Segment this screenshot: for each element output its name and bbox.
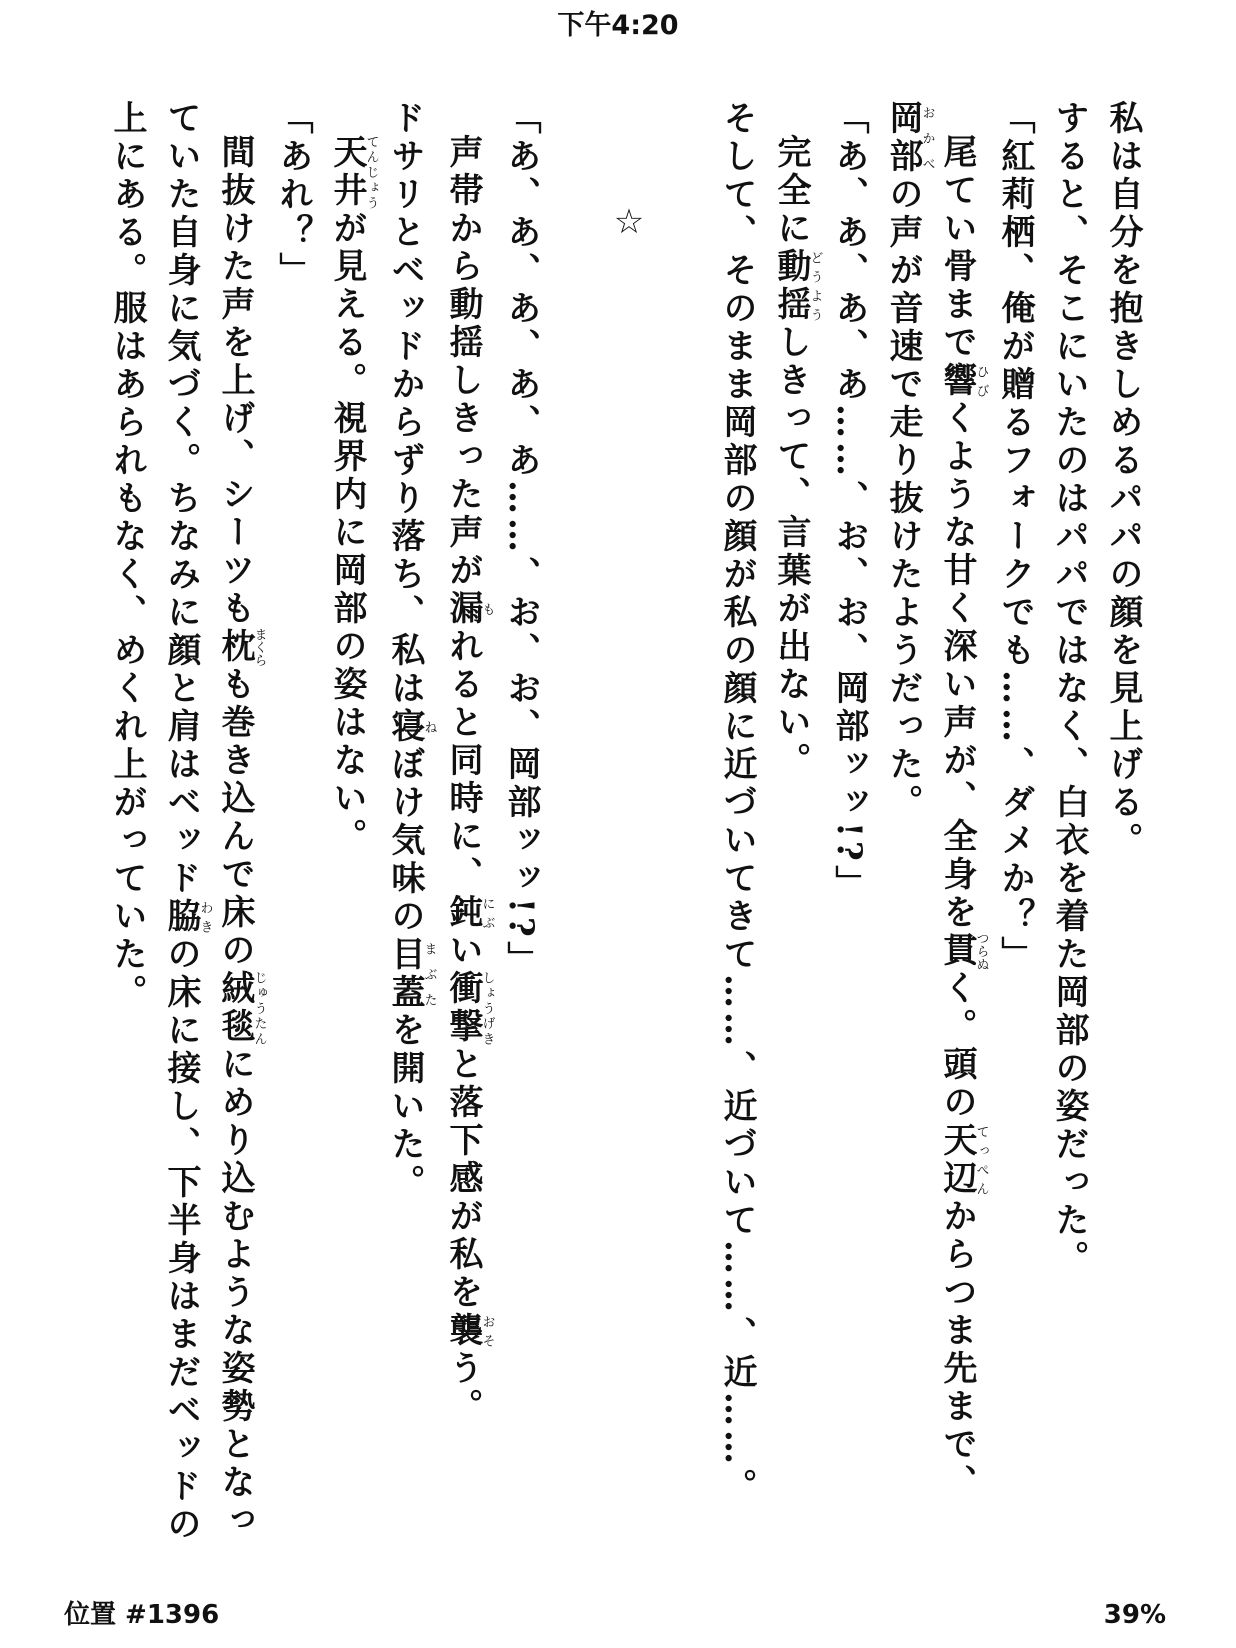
reading-page[interactable] (70, 100, 1150, 1560)
furigana: どうよう (807, 248, 823, 324)
ruby-word: 岡部おかべ (883, 100, 935, 176)
furigana: まぶた (421, 936, 437, 1012)
dialogue-paragraph: 「あれ？」 (273, 100, 313, 290)
dialogue-paragraph: 「あ、あ、あ、あ、あ……、お、お、岡部ッッ!?」 (501, 100, 541, 979)
paragraph: 完全に動揺どうようしきって、言葉が出ない。 (771, 134, 823, 780)
furigana: にぶ (479, 894, 495, 932)
paragraph: 私は自分を抱きしめるパパの顔を見上げる。 (1103, 100, 1143, 860)
furigana: てんじょう (363, 134, 379, 210)
ruby-word: 動揺どうよう (771, 248, 823, 324)
furigana: ね (421, 708, 437, 746)
ruby-word: 貫つらぬ (937, 931, 989, 971)
ruby-word: 衝撃しょうげき (443, 970, 495, 1046)
ruby-word: 脇わき (161, 898, 213, 936)
paragraph: そして、そのまま岡部の顔が私の顔に近づいてきて……、近づいて……、近……。 (717, 100, 757, 1506)
ruby-word: 枕まくら (215, 627, 267, 667)
furigana: おそ (479, 1312, 495, 1350)
furigana: つらぬ (973, 931, 989, 971)
blank-line (548, 100, 602, 1560)
furigana: じゅうたん (251, 970, 267, 1046)
paragraph: すると、そこにいたのはパパではなく、白衣を着た岡部の姿だった。 (1049, 100, 1089, 1278)
paragraph: 間抜けた声を上げ、シーツも枕まくらも巻き込んで床の絨毯じゅうたんにめり込むような姿勢となっていた自身に気づく。ちなみに顔と肩はベッド脇わきの床に接し、下半身はまだベッドの上にある。服はあられもなく、めくれ上がっていた。 (107, 100, 267, 1544)
location-indicator: 位置 #1396 (64, 1600, 220, 1630)
furigana: わき (197, 898, 213, 936)
dialogue-paragraph: 「紅莉栖、俺が贈るフォークでも……、ダメか？」 (995, 100, 1035, 974)
furigana: まくら (251, 627, 267, 667)
blank-line (656, 100, 710, 1560)
furigana: しょうげき (479, 970, 495, 1046)
ruby-word: 目蓋まぶた (385, 936, 437, 1012)
paragraph: 天井てんじょうが見える。視界内に岡部の姿はない。 (327, 134, 379, 856)
ruby-word: 鈍にぶ (443, 894, 495, 932)
progress-percent: 39% (1103, 1600, 1166, 1630)
paragraph: 声帯から動揺しきった声が漏もれると同時に、鈍にぶい衝撃しょうげきと落下感が私を襲おそう。 (443, 134, 495, 1426)
furigana: てっぺん (973, 1122, 989, 1198)
scene-break-star: ☆ (609, 202, 649, 246)
furigana: ひび (973, 362, 989, 400)
ruby-word: 天辺てっぺん (937, 1122, 989, 1198)
furigana: おかべ (919, 100, 935, 176)
ruby-word: 漏も (443, 590, 495, 628)
ruby-word: 絨毯じゅうたん (215, 970, 267, 1046)
ruby-word: 天井てんじょう (327, 134, 379, 210)
paragraph: ドサリとベッドからずり落ち、私は寝ねぼけ気味の目蓋まぶたを開いた。 (385, 100, 437, 1202)
ruby-word: 襲おそ (443, 1312, 495, 1350)
furigana: も (479, 590, 495, 628)
dialogue-paragraph: 「あ、あ、あ、あ……、お、お、岡部ッッ!?」 (829, 100, 869, 903)
ruby-word: 響ひび (937, 362, 989, 400)
paragraph: 尾てい骨まで響ひびくような甘く深い声が、全身を貫つらぬく。頭の天辺てっぺんからつま先まで、岡部おかべの声が音速で走り抜けたようだった。 (883, 100, 989, 1502)
status-time: 下午4:20 (557, 10, 679, 41)
ruby-word: 寝ね (385, 708, 437, 746)
